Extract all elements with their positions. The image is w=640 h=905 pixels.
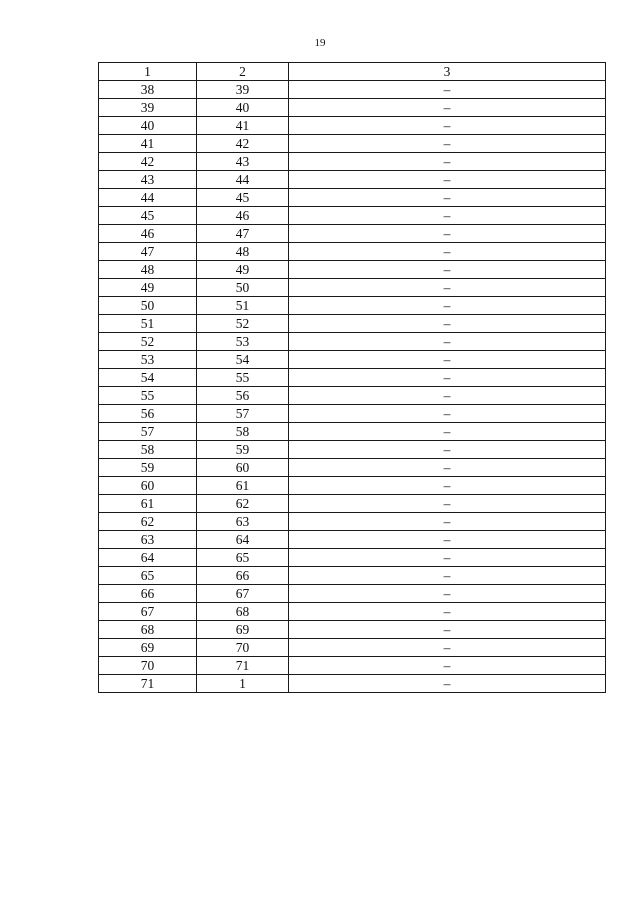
- table-row: [99, 171, 606, 189]
- table-row: [99, 459, 606, 477]
- table-row: [99, 297, 606, 315]
- table-cell-col-1: 48: [99, 261, 197, 279]
- table-cell-col-3: –: [289, 117, 606, 135]
- table-body: [99, 81, 606, 693]
- table-cell-col-1: 56: [99, 405, 197, 423]
- table-cell-col-1: 49: [99, 279, 197, 297]
- table-row: [99, 621, 606, 639]
- table-cell-col-2: 45: [197, 189, 289, 207]
- table-cell-col-1: 69: [99, 639, 197, 657]
- table-row: [99, 441, 606, 459]
- table-cell-col-2: 66: [197, 567, 289, 585]
- table-cell-col-3: –: [289, 135, 606, 153]
- table-row: [99, 513, 606, 531]
- table-cell-col-1: 63: [99, 531, 197, 549]
- table-row: [99, 423, 606, 441]
- table-row: [99, 135, 606, 153]
- table-cell-col-1: 67: [99, 603, 197, 621]
- data-table: [98, 62, 606, 693]
- table-cell-col-3: –: [289, 675, 606, 693]
- table-row: [99, 189, 606, 207]
- table-cell-col-2: 69: [197, 621, 289, 639]
- table-cell-col-2: 62: [197, 495, 289, 513]
- page-number: 19: [314, 37, 326, 49]
- table-cell-col-1: 39: [99, 99, 197, 117]
- table-row: [99, 531, 606, 549]
- table-row: [99, 675, 606, 693]
- table-cell-col-3: –: [289, 189, 606, 207]
- table-cell-col-3: –: [289, 171, 606, 189]
- table-cell-col-2: 63: [197, 513, 289, 531]
- table-cell-col-1: 58: [99, 441, 197, 459]
- table-cell-col-2: 60: [197, 459, 289, 477]
- table-cell-col-2: 67: [197, 585, 289, 603]
- table-cell-col-1: 53: [99, 351, 197, 369]
- table-cell-col-2: 64: [197, 531, 289, 549]
- table-row: [99, 279, 606, 297]
- table-cell-col-1: 70: [99, 657, 197, 675]
- table-row: [99, 333, 606, 351]
- table-cell-col-3: –: [289, 315, 606, 333]
- table-cell-col-3: –: [289, 639, 606, 657]
- table-row: [99, 369, 606, 387]
- table-row: [99, 549, 606, 567]
- table-cell-col-3: –: [289, 81, 606, 99]
- column-header-3: 3: [289, 63, 606, 81]
- table-cell-col-3: –: [289, 369, 606, 387]
- table-cell-col-1: 64: [99, 549, 197, 567]
- table-cell-col-3: –: [289, 99, 606, 117]
- table-cell-col-2: 53: [197, 333, 289, 351]
- table-cell-col-3: –: [289, 549, 606, 567]
- table-row: [99, 261, 606, 279]
- table-row: [99, 207, 606, 225]
- table-cell-col-2: 61: [197, 477, 289, 495]
- table-cell-col-3: –: [289, 297, 606, 315]
- table-row: [99, 81, 606, 99]
- table-cell-col-1: 60: [99, 477, 197, 495]
- table-cell-col-2: 48: [197, 243, 289, 261]
- table-row: [99, 477, 606, 495]
- table-cell-col-1: 66: [99, 585, 197, 603]
- table-cell-col-2: 56: [197, 387, 289, 405]
- table-row: [99, 351, 606, 369]
- table-cell-col-3: –: [289, 585, 606, 603]
- table-cell-col-1: 61: [99, 495, 197, 513]
- table-cell-col-3: –: [289, 621, 606, 639]
- table-cell-col-3: –: [289, 441, 606, 459]
- table-cell-col-2: 51: [197, 297, 289, 315]
- table-cell-col-2: 54: [197, 351, 289, 369]
- table-cell-col-1: 52: [99, 333, 197, 351]
- table-cell-col-1: 51: [99, 315, 197, 333]
- table-cell-col-1: 57: [99, 423, 197, 441]
- table-cell-col-3: –: [289, 603, 606, 621]
- table-cell-col-2: 39: [197, 81, 289, 99]
- table-header-row: [99, 63, 606, 81]
- table-cell-col-2: 55: [197, 369, 289, 387]
- table-row: [99, 405, 606, 423]
- table-row: [99, 657, 606, 675]
- table-cell-col-3: –: [289, 531, 606, 549]
- table-cell-col-1: 68: [99, 621, 197, 639]
- table-cell-col-3: –: [289, 513, 606, 531]
- table-cell-col-3: –: [289, 279, 606, 297]
- table-row: [99, 315, 606, 333]
- table-cell-col-2: 1: [197, 675, 289, 693]
- table-row: [99, 387, 606, 405]
- table-cell-col-1: 71: [99, 675, 197, 693]
- table-cell-col-3: –: [289, 657, 606, 675]
- table-cell-col-3: –: [289, 351, 606, 369]
- table-cell-col-1: 41: [99, 135, 197, 153]
- table-cell-col-2: 49: [197, 261, 289, 279]
- table-cell-col-3: –: [289, 243, 606, 261]
- table-cell-col-2: 40: [197, 99, 289, 117]
- table-cell-col-2: 46: [197, 207, 289, 225]
- table-cell-col-1: 65: [99, 567, 197, 585]
- table-row: [99, 117, 606, 135]
- table-cell-col-3: –: [289, 459, 606, 477]
- table-cell-col-1: 62: [99, 513, 197, 531]
- table-row: [99, 243, 606, 261]
- table-cell-col-2: 47: [197, 225, 289, 243]
- table-cell-col-2: 58: [197, 423, 289, 441]
- table-cell-col-2: 52: [197, 315, 289, 333]
- table-cell-col-1: 45: [99, 207, 197, 225]
- table-row: [99, 639, 606, 657]
- table-cell-col-2: 70: [197, 639, 289, 657]
- table-cell-col-2: 44: [197, 171, 289, 189]
- table-row: [99, 567, 606, 585]
- table-cell-col-2: 71: [197, 657, 289, 675]
- table-cell-col-1: 46: [99, 225, 197, 243]
- table-cell-col-3: –: [289, 423, 606, 441]
- table-cell-col-1: 42: [99, 153, 197, 171]
- table-cell-col-2: 50: [197, 279, 289, 297]
- table-cell-col-2: 43: [197, 153, 289, 171]
- table-cell-col-3: –: [289, 225, 606, 243]
- table-cell-col-1: 43: [99, 171, 197, 189]
- table-row: [99, 495, 606, 513]
- table-cell-col-1: 55: [99, 387, 197, 405]
- table-cell-col-1: 54: [99, 369, 197, 387]
- table-cell-col-1: 40: [99, 117, 197, 135]
- table-cell-col-3: –: [289, 387, 606, 405]
- table-cell-col-1: 50: [99, 297, 197, 315]
- table-cell-col-3: –: [289, 405, 606, 423]
- table-row: [99, 225, 606, 243]
- table-cell-col-1: 59: [99, 459, 197, 477]
- table-cell-col-1: 44: [99, 189, 197, 207]
- table-cell-col-1: 47: [99, 243, 197, 261]
- table-row: [99, 585, 606, 603]
- table-cell-col-3: –: [289, 333, 606, 351]
- table-cell-col-2: 59: [197, 441, 289, 459]
- table-row: [99, 153, 606, 171]
- column-header-1: 1: [99, 63, 197, 81]
- table-cell-col-2: 41: [197, 117, 289, 135]
- table-cell-col-3: –: [289, 153, 606, 171]
- table-cell-col-1: 38: [99, 81, 197, 99]
- table-cell-col-2: 57: [197, 405, 289, 423]
- column-header-2: 2: [197, 63, 289, 81]
- table-cell-col-2: 42: [197, 135, 289, 153]
- table-cell-col-2: 68: [197, 603, 289, 621]
- table-cell-col-3: –: [289, 495, 606, 513]
- table-cell-col-2: 65: [197, 549, 289, 567]
- table-row: [99, 99, 606, 117]
- table-cell-col-3: –: [289, 567, 606, 585]
- table-cell-col-3: –: [289, 261, 606, 279]
- table-cell-col-3: –: [289, 477, 606, 495]
- table-cell-col-3: –: [289, 207, 606, 225]
- table-row: [99, 603, 606, 621]
